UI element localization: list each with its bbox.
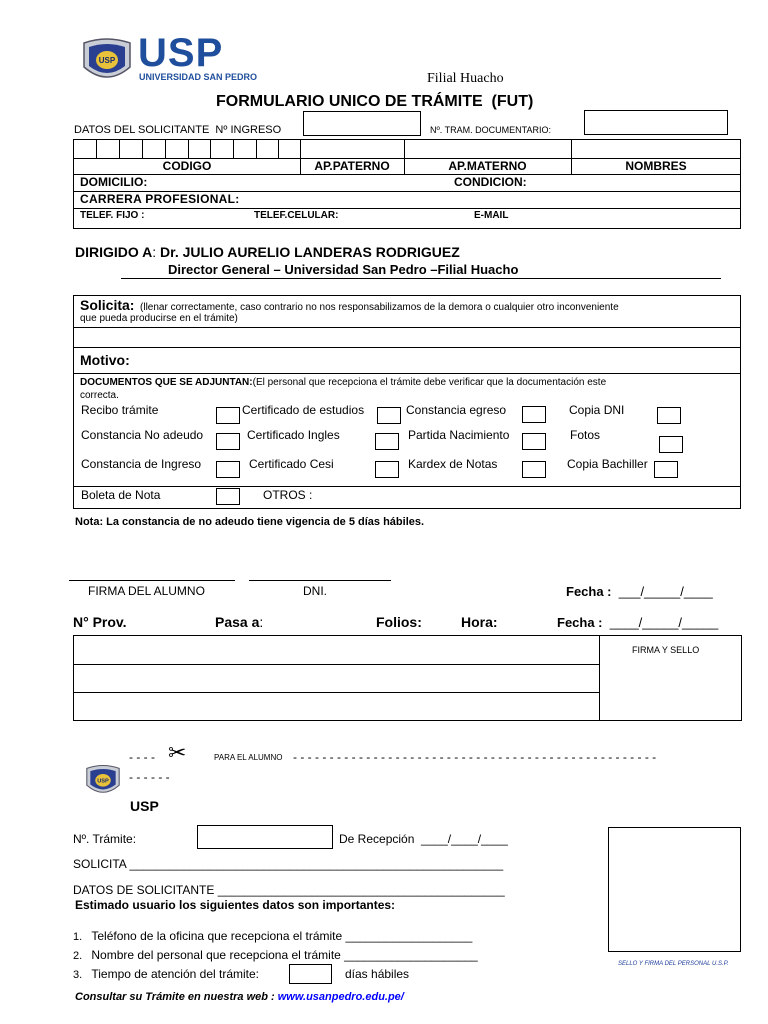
doc-item: OTROS : <box>263 488 313 502</box>
doc-item: Boleta de Nota <box>81 488 161 502</box>
doc-item: Copia DNI <box>569 403 625 417</box>
form-title: FORMULARIO UNICO DE TRÁMITE (FUT) <box>216 93 534 110</box>
dni-label: DNI. <box>303 584 327 598</box>
university-seal-logo <box>80 37 134 85</box>
carrera-label: CARRERA PROFESIONAL: <box>80 192 240 206</box>
cut-dashes-second: - - - - - - <box>129 770 170 784</box>
hora-label: Hora: <box>461 614 498 630</box>
doc-item: Constancia No adeudo <box>81 428 204 442</box>
solicita-note: que pueda producirse en el trámite) <box>80 313 238 324</box>
telef-celular-label: TELEF.CELULAR: <box>254 210 339 221</box>
firma-sello-label: FIRMA Y SELLO <box>632 645 700 655</box>
website-link[interactable]: www.usanpedro.edu.pe/ <box>277 991 404 1003</box>
checkbox[interactable] <box>216 407 240 424</box>
applicant-label: DATOS DEL SOLICITANTE Nº INGRESO <box>74 124 282 136</box>
pasa-label: Pasa a: <box>215 614 264 630</box>
cut-dashes-left: - - - - <box>129 750 155 764</box>
tram-label: Nº. TRAM. DOCUMENTARIO: <box>430 125 551 135</box>
doc-item: Copia Bachiller <box>567 457 648 471</box>
col-materno: AP.MATERNO <box>448 159 527 173</box>
fecha-row-1: Fecha : ___/_____/____ <box>566 584 713 599</box>
checkbox[interactable] <box>522 433 546 450</box>
receipt-usp: USP <box>130 798 159 814</box>
recepcion-row: De Recepción ____/____/____ <box>339 832 508 846</box>
folios-label: Folios: <box>376 614 422 630</box>
scissors-icon: ✂ <box>168 740 187 765</box>
checkbox[interactable] <box>522 406 546 423</box>
tram-input[interactable] <box>584 110 728 135</box>
condicion-label: CONDICION: <box>454 175 527 189</box>
svg-text:USP: USP <box>97 778 109 785</box>
item-1: 1. Teléfono de la oficina que recepciona el trámite ___________________ <box>73 929 473 943</box>
docs-note: correcta. <box>80 390 119 401</box>
doc-item: Certificado de estudios <box>242 403 365 417</box>
doc-item: Kardex de Notas <box>408 457 498 471</box>
solicita-line: SOLICITA ________________________________________________________ <box>73 857 504 871</box>
branch-name: Filial Huacho <box>427 71 504 86</box>
prov-label: N° Prov. <box>73 614 127 630</box>
col-codigo: CODIGO <box>162 159 212 173</box>
checkbox[interactable] <box>522 461 546 478</box>
checkbox[interactable] <box>657 407 681 424</box>
processing-table <box>73 635 742 721</box>
validity-note: Nota: La constancia de no adeudo tiene vigencia de 5 días hábiles. <box>75 516 425 528</box>
svg-text:USP: USP <box>98 56 116 65</box>
tramite-input[interactable] <box>197 825 333 849</box>
checkbox[interactable] <box>654 461 678 478</box>
motivo-label: Motivo: <box>80 352 130 368</box>
checkbox[interactable] <box>377 407 401 424</box>
solicita-row: Solicita: (llenar correctamente, caso contrario no nos responsabilizamos de la demora o cualquier otro inconveniente <box>80 297 619 313</box>
telef-fijo-label: TELEF. FIJO : <box>80 210 145 221</box>
doc-item: Partida Nacimiento <box>408 428 510 442</box>
item-2: 2. Nombre del personal que recepciona el trámite ____________________ <box>73 948 478 962</box>
doc-item: Certificado Ingles <box>247 428 340 442</box>
doc-item: Certificado Cesi <box>249 457 334 471</box>
university-seal-small <box>84 763 122 799</box>
ingreso-input[interactable] <box>303 111 421 136</box>
email-label: E-MAIL <box>474 210 509 221</box>
logo-wordmark: USP <box>138 31 224 75</box>
doc-item: Fotos <box>570 428 601 442</box>
checkbox[interactable] <box>375 433 399 450</box>
datos-line: DATOS DE SOLICITANTE ___________________________________________ <box>73 883 505 897</box>
logo-subtitle: UNIVERSIDAD SAN PEDRO <box>139 72 258 82</box>
estimado-label: Estimado usuario los siguientes datos son importantes: <box>75 898 396 912</box>
sello-box <box>608 827 741 952</box>
cut-dashes-right: - - - - - - - - - - - - - - - - - - - - - - - - - - - - - - - - - - - - - - - - - - - - - - - - - - <box>293 750 657 764</box>
domicilio-label: DOMICILIO: <box>80 175 148 189</box>
firma-alumno-label: FIRMA DEL ALUMNO <box>88 584 205 598</box>
col-nombres: NOMBRES <box>625 159 687 173</box>
doc-item: Recibo trámite <box>81 403 159 417</box>
applicant-table <box>73 139 741 229</box>
checkbox[interactable] <box>375 461 399 478</box>
checkbox[interactable] <box>216 461 240 478</box>
docs-row: DOCUMENTOS QUE SE ADJUNTAN:(El personal que recepciona el trámite debe verificar que la documentación este <box>80 377 607 388</box>
checkbox[interactable] <box>659 436 683 453</box>
directed-role: Director General – Universidad San Pedro –Filial Huacho <box>168 262 519 277</box>
directed-label: DIRIGIDO A: Dr. JULIO AURELIO LANDERAS RODRIGUEZ <box>75 244 460 260</box>
checkbox[interactable] <box>216 488 240 505</box>
doc-item: Constancia egreso <box>406 403 507 417</box>
dias-label: días hábiles <box>345 967 410 981</box>
col-paterno: AP.PATERNO <box>314 159 390 173</box>
dias-input[interactable] <box>289 964 332 984</box>
checkbox[interactable] <box>216 433 240 450</box>
fecha-row-2: Fecha : ____/_____/_____ <box>557 615 719 630</box>
item-3: 3. Tiempo de atención del trámite: <box>73 967 260 981</box>
sello-label: SELLO Y FIRMA DEL PERSONAL U.S.P. <box>618 961 729 967</box>
tramite-label: Nº. Trámite: <box>73 832 137 846</box>
consultar-row: Consultar su Trámite en nuestra web : www.usanpedro.edu.pe/ <box>75 991 404 1003</box>
request-box <box>73 295 741 509</box>
doc-item: Constancia de Ingreso <box>81 457 202 471</box>
para-alumno-label: PARA EL ALUMNO <box>214 753 283 762</box>
